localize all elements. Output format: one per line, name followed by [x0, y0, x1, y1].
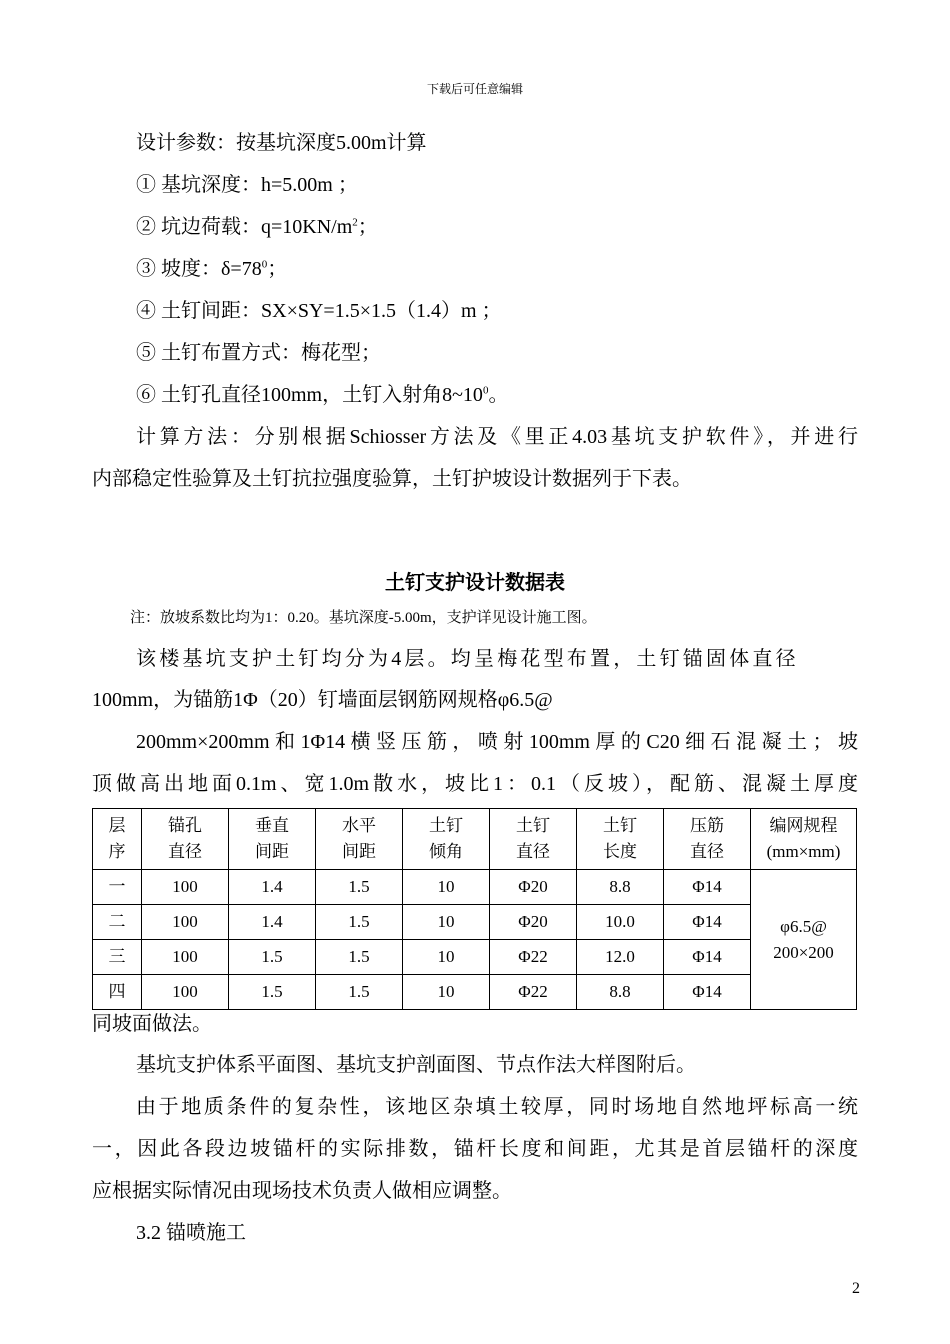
table-title: 土钉支护设计数据表 [385, 572, 565, 594]
table-cell: Φ20 [490, 870, 577, 905]
header-cell: 锚孔 直径 [142, 809, 229, 870]
table-cell: 1.5 [229, 975, 316, 1010]
table-cell: 1.4 [229, 870, 316, 905]
header-cell: 水平 间距 [316, 809, 403, 870]
table-cell: 10 [403, 940, 490, 975]
header-cell: 层 序 [93, 809, 142, 870]
table-cell: 一 [93, 870, 142, 905]
table-cell: 100 [142, 940, 229, 975]
table-cell: 100 [142, 905, 229, 940]
param-depth: ① 基坑深度：h=5.00m ； [136, 174, 358, 196]
geo-line-3: 应根据实际情况由现场技术负责人做相应调整。 [92, 1180, 512, 1202]
table-cell: 100 [142, 975, 229, 1010]
params-intro: 设计参数：按基坑深度5.00m计算 [136, 132, 427, 154]
param-slope: ③ 坡度：$\delta=78^0$； [136, 258, 288, 280]
geo-line-2: 一，因此各段边坡锚杆的实际排数，锚杆长度和间距，尤其是首层锚杆的深度 [92, 1138, 858, 1160]
table-cell: Φ14 [664, 975, 751, 1010]
header-cell: 编网规程 (mm×mm) [751, 809, 857, 870]
method-line-1: 计算方法：分别根据Schiosser方法及《里正4.03基坑支护软件》，并进行 [136, 426, 858, 448]
table-cell: 1.5 [316, 870, 403, 905]
table-cell: 二 [93, 905, 142, 940]
page-number: 2 [852, 1280, 860, 1297]
desc-line-1: 该楼基坑支护土钉均分为4层。均呈梅花型布置，土钉锚固体直径 [136, 648, 799, 670]
desc-line-4: 顶做高出地面0.1m、宽1.0m散水，坡比1：0.1（反坡），配筋、混凝土厚度 [92, 773, 858, 795]
header-cell: 土钉 长度 [577, 809, 664, 870]
table-cell: 8.8 [577, 870, 664, 905]
method-line-2: 内部稳定性验算及土钉抗拉强度验算，土钉护坡设计数据列于下表。 [92, 468, 692, 490]
table-cell: 四 [93, 975, 142, 1010]
attach-line: 基坑支护体系平面图、基坑支护剖面图、节点作法大样图附后。 [136, 1054, 696, 1076]
table-cell: 10.0 [577, 905, 664, 940]
table-cell: 三 [93, 940, 142, 975]
header-cell: 压筋 直径 [664, 809, 751, 870]
table-cell: 10 [403, 905, 490, 940]
table-cell: 10 [403, 870, 490, 905]
table-cell: Φ22 [490, 940, 577, 975]
table-cell: 1.5 [316, 940, 403, 975]
table-cell: 10 [403, 975, 490, 1010]
header-cell: 土钉 直径 [490, 809, 577, 870]
param-spacing: ④ 土钉间距：SX×SY=1.5×1.5（1.4）m ； [136, 300, 502, 322]
table-row [93, 870, 857, 905]
desc-line-2: 100mm，为锚筋1Φ（20）钉墙面层钢筋网规格φ6.5@ [92, 689, 553, 711]
table-row [93, 940, 857, 975]
table-cell: 12.0 [577, 940, 664, 975]
table-cell: 8.8 [577, 975, 664, 1010]
table-note: 注：放坡系数比均为1：0.20。基坑深度-5.00m，支护详见设计施工图。 [130, 610, 597, 626]
table-cell: 1.5 [316, 975, 403, 1010]
section-heading: 3.2 锚喷施工 [136, 1222, 246, 1244]
desc-line-5: 同坡面做法。 [92, 1013, 212, 1035]
table-row [93, 905, 857, 940]
table-cell: Φ22 [490, 975, 577, 1010]
table-header-row [93, 809, 857, 870]
design-data-table [92, 808, 857, 1010]
table-cell: Φ14 [664, 940, 751, 975]
param-load: ② 坑边荷载：$q=10KN/m^2$； [136, 216, 378, 238]
table-cell: 100 [142, 870, 229, 905]
param-layout: ⑤ 土钉布置方式：梅花型； [136, 342, 381, 364]
mesh-spec-cell: φ6.5@ 200×200 [751, 870, 857, 1010]
param-hole: ⑥ 土钉孔直径100mm，土钉入射角$8\sim 10^0$。 [136, 384, 509, 406]
geo-line-1: 由于地质条件的复杂性，该地区杂填土较厚，同时场地自然地坪标高一统 [136, 1096, 858, 1118]
table-cell: 1.4 [229, 905, 316, 940]
table-cell: Φ20 [490, 905, 577, 940]
header-cell: 垂直 间距 [229, 809, 316, 870]
table-cell: 1.5 [229, 940, 316, 975]
desc-line-3: 200mm×200mm和1Φ14横竖压筋，喷射100mm厚的C20细石混凝土；坡 [136, 731, 858, 753]
table-cell: Φ14 [664, 905, 751, 940]
table-cell: Φ14 [664, 870, 751, 905]
header-cell: 土钉 倾角 [403, 809, 490, 870]
table-cell: 1.5 [316, 905, 403, 940]
page-header: 下载后可任意编辑 [426, 82, 523, 96]
table-row [93, 975, 857, 1010]
